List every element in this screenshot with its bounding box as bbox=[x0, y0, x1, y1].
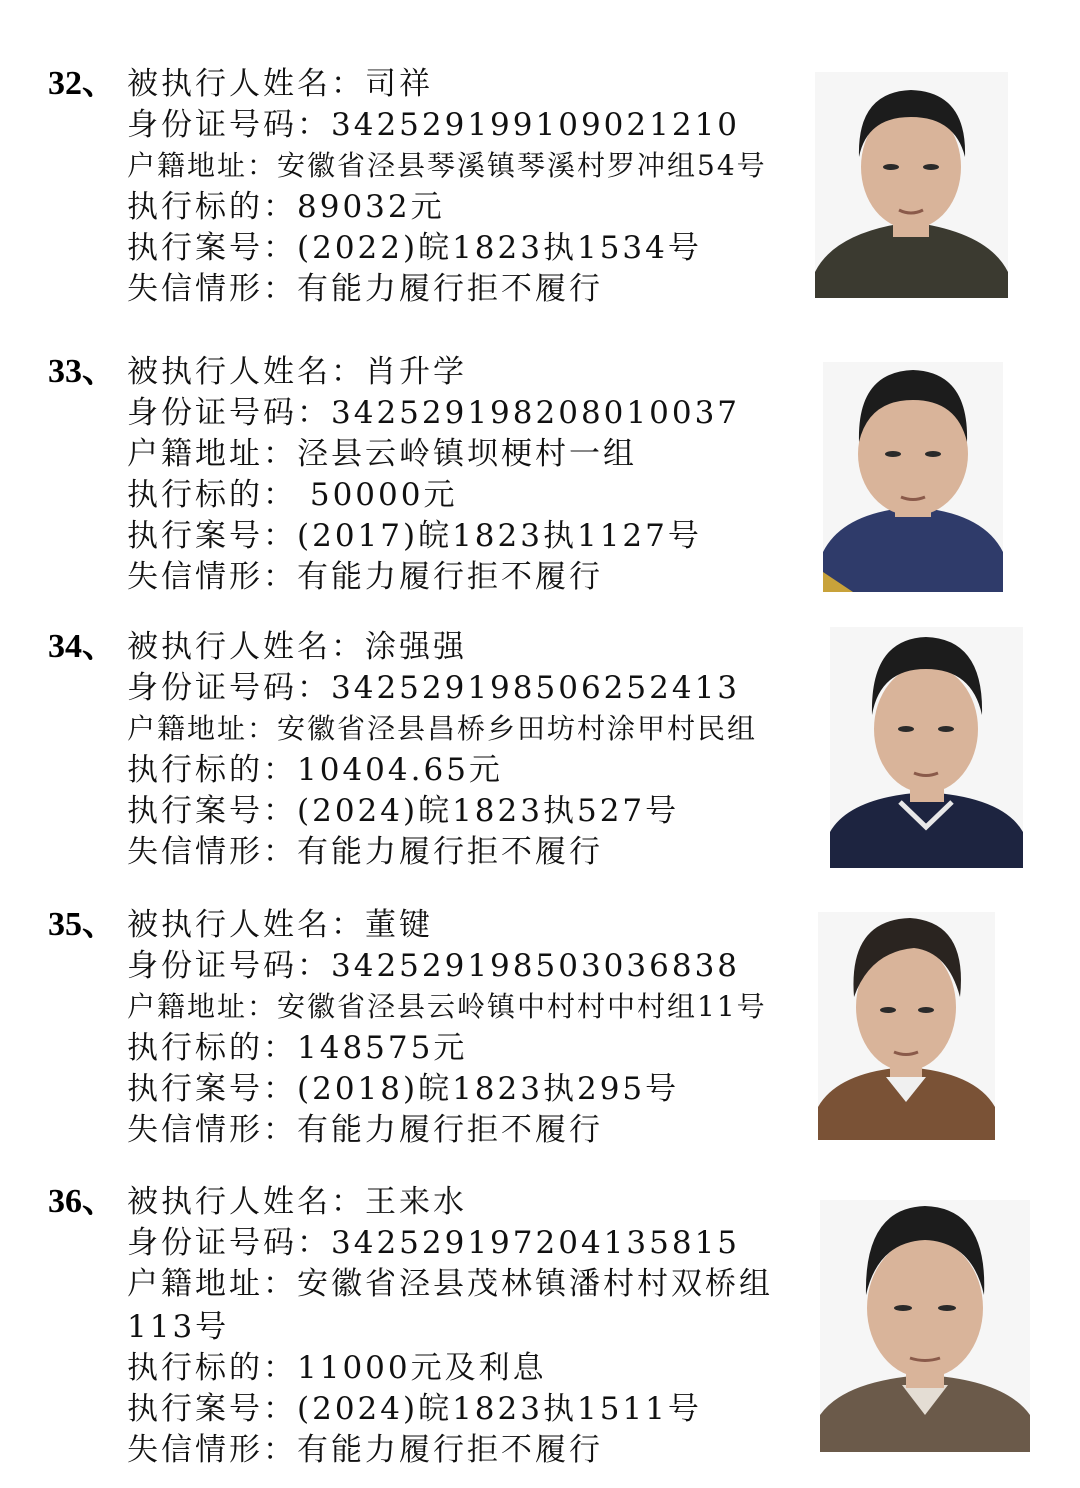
address-line bbox=[127, 1264, 773, 1304]
case-value: (2018)皖1823执295号 bbox=[297, 1071, 680, 1107]
amount-line bbox=[127, 1348, 547, 1388]
entry-number: 32、 bbox=[48, 65, 116, 102]
id-value: 342529198503036838 bbox=[331, 948, 741, 984]
situation-value: 有能力履行拒不履行 bbox=[297, 271, 603, 307]
id-label: 身份证号码： bbox=[127, 670, 331, 706]
situation-line bbox=[127, 269, 603, 309]
case-line bbox=[127, 516, 702, 556]
amount-line bbox=[127, 1028, 467, 1068]
address-value: 安徽省泾县昌桥乡田坊村涂甲村民组 bbox=[277, 712, 758, 745]
name-label: 被执行人姓名： bbox=[127, 354, 365, 390]
situation-line bbox=[127, 1110, 603, 1150]
address-continuation: 113号 bbox=[127, 1309, 230, 1345]
address-value: 泾县云岭镇坝梗村一组 bbox=[297, 436, 637, 472]
amount-value: 10404.65元 bbox=[297, 752, 503, 788]
amount-line bbox=[127, 187, 445, 227]
person-portrait-icon bbox=[830, 627, 1023, 868]
case-line bbox=[127, 791, 679, 831]
address-value: 安徽省泾县茂林镇潘村村双桥组 bbox=[297, 1266, 773, 1302]
name-line bbox=[127, 627, 467, 667]
address-line bbox=[127, 987, 767, 1027]
address-value: 安徽省泾县琴溪镇琴溪村罗冲组54号 bbox=[277, 149, 767, 182]
amount-line bbox=[127, 475, 457, 515]
amount-value: 148575元 bbox=[297, 1030, 468, 1066]
situation-line bbox=[127, 557, 603, 597]
situation-label: 失信情形： bbox=[127, 1432, 297, 1468]
case-label: 执行案号： bbox=[127, 1391, 297, 1427]
id-line bbox=[127, 668, 740, 708]
situation-value: 有能力履行拒不履行 bbox=[297, 834, 603, 870]
situation-label: 失信情形： bbox=[127, 271, 297, 307]
name-label: 被执行人姓名： bbox=[127, 1184, 365, 1220]
address-label: 户籍地址： bbox=[127, 990, 278, 1023]
case-label: 执行案号： bbox=[127, 1071, 297, 1107]
id-line bbox=[127, 105, 740, 145]
person-portrait-icon bbox=[818, 912, 995, 1140]
name-label: 被执行人姓名： bbox=[127, 629, 365, 665]
name-line bbox=[127, 64, 433, 104]
name-label: 被执行人姓名： bbox=[127, 907, 365, 943]
id-label: 身份证号码： bbox=[127, 107, 331, 143]
amount-label: 执行标的： bbox=[127, 189, 297, 225]
id-line bbox=[127, 1223, 740, 1263]
entry-number: 35、 bbox=[48, 906, 116, 943]
amount-value: 89032元 bbox=[297, 189, 445, 225]
address-line bbox=[127, 709, 757, 749]
id-label: 身份证号码： bbox=[127, 948, 331, 984]
id-value: 342529197204135815 bbox=[331, 1225, 741, 1261]
case-value: (2024)皖1823执1511号 bbox=[297, 1391, 702, 1427]
situation-line bbox=[127, 1430, 603, 1470]
portrait-photo-36 bbox=[820, 1200, 1030, 1452]
situation-label: 失信情形： bbox=[127, 834, 297, 870]
portrait-photo-33 bbox=[823, 362, 1003, 592]
entry-number: 34、 bbox=[48, 628, 116, 665]
address-label: 户籍地址： bbox=[127, 712, 278, 745]
address-label: 户籍地址： bbox=[127, 149, 278, 182]
amount-line bbox=[127, 750, 503, 790]
name-value: 涂强强 bbox=[365, 629, 467, 665]
situation-value: 有能力履行拒不履行 bbox=[297, 559, 603, 595]
portrait-photo-34 bbox=[830, 627, 1023, 868]
address-value: 安徽省泾县云岭镇中村村中村组11号 bbox=[277, 990, 767, 1023]
situation-value: 有能力履行拒不履行 bbox=[297, 1112, 603, 1148]
entry-number: 36、 bbox=[48, 1183, 116, 1220]
case-value: (2024)皖1823执527号 bbox=[297, 793, 680, 829]
case-value: (2017)皖1823执1127号 bbox=[297, 518, 702, 554]
entry-number: 33、 bbox=[48, 353, 116, 390]
name-line bbox=[127, 1182, 467, 1222]
name-line bbox=[127, 905, 433, 945]
address-line bbox=[127, 434, 637, 474]
portrait-photo-32 bbox=[815, 72, 1008, 298]
id-label: 身份证号码： bbox=[127, 1225, 331, 1261]
person-portrait-icon bbox=[823, 362, 1003, 592]
amount-label: 执行标的： bbox=[127, 1030, 297, 1066]
name-label: 被执行人姓名： bbox=[127, 66, 365, 102]
case-label: 执行案号： bbox=[127, 230, 297, 266]
case-label: 执行案号： bbox=[127, 518, 297, 554]
name-line bbox=[127, 352, 467, 392]
situation-value: 有能力履行拒不履行 bbox=[297, 1432, 603, 1468]
address-line bbox=[127, 146, 767, 186]
id-value: 342529198506252413 bbox=[331, 670, 741, 706]
amount-label: 执行标的： bbox=[127, 752, 297, 788]
situation-line bbox=[127, 832, 603, 872]
portrait-photo-35 bbox=[818, 912, 995, 1140]
name-value: 董键 bbox=[365, 907, 433, 943]
person-portrait-icon bbox=[820, 1200, 1030, 1452]
id-value: 342529198208010037 bbox=[331, 395, 741, 431]
case-label: 执行案号： bbox=[127, 793, 297, 829]
id-label: 身份证号码： bbox=[127, 395, 331, 431]
id-value: 342529199109021210 bbox=[331, 107, 741, 143]
situation-label: 失信情形： bbox=[127, 559, 297, 595]
address-label: 户籍地址： bbox=[127, 436, 297, 472]
person-portrait-icon bbox=[815, 72, 1008, 298]
case-line bbox=[127, 228, 702, 268]
case-line bbox=[127, 1389, 702, 1429]
situation-label: 失信情形： bbox=[127, 1112, 297, 1148]
amount-value: 11000元及利息 bbox=[297, 1350, 547, 1386]
id-line bbox=[127, 946, 740, 986]
address-label: 户籍地址： bbox=[127, 1266, 297, 1302]
name-value: 王来水 bbox=[365, 1184, 467, 1220]
amount-value: 50000元 bbox=[297, 477, 458, 513]
name-value: 司祥 bbox=[365, 66, 433, 102]
case-line bbox=[127, 1069, 679, 1109]
case-value: (2022)皖1823执1534号 bbox=[297, 230, 702, 266]
amount-label: 执行标的： bbox=[127, 477, 297, 513]
name-value: 肖升学 bbox=[365, 354, 467, 390]
id-line bbox=[127, 393, 740, 433]
amount-label: 执行标的： bbox=[127, 1350, 297, 1386]
